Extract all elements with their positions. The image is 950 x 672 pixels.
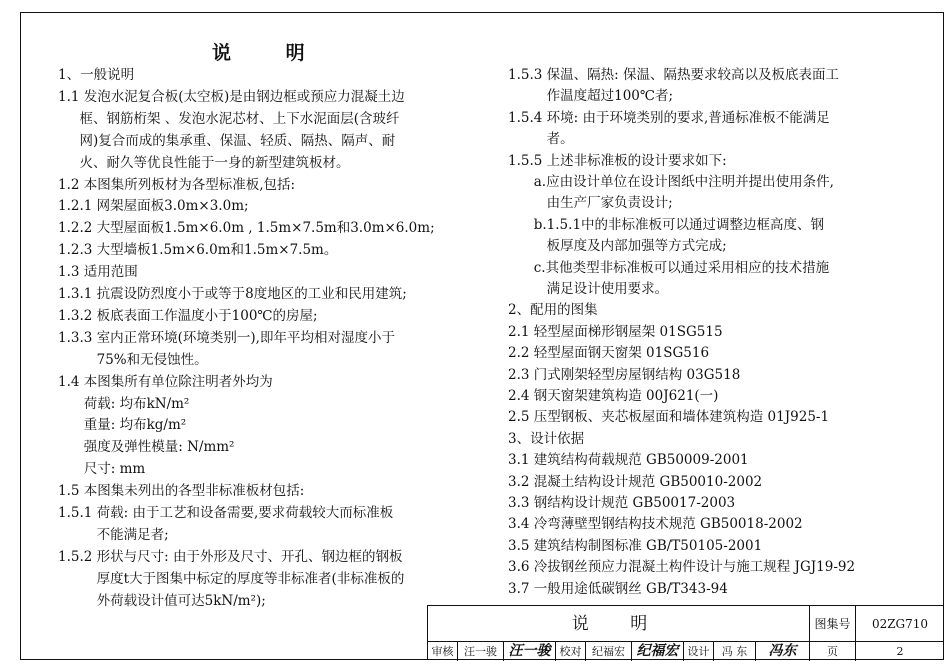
left-column-line: 不能满足者; [58,526,169,543]
right-column-line: 2.3 门式刚架轻型房屋钢结构 03G518 [508,366,741,383]
right-column-line: c.其他类型非标准板可以通过采用相应的技术措施 [508,259,830,276]
right-column-line: 由生产厂家负责设计; [508,195,673,212]
left-column-line: 1.3.1 抗震设防烈度小于或等于8度地区的工业和民用建筑; [58,286,407,302]
page-number: 2 [896,645,904,658]
left-column-line: 火、耐久等优良性能于一身的新型建筑板材。 [58,154,350,171]
check-label: 校对 [556,642,586,661]
design-label: 设计 [684,642,714,661]
left-column-line: 1.1 发泡水泥复合板(太空板)是由钢边框或预应力混凝土边 [58,88,405,105]
checker-signature: 纪福宏 [632,642,684,661]
designer-name: 冯 东 [714,642,756,661]
left-column-line: 1.3 适用范围 [58,264,138,281]
right-column-line: a.应由设计单位在设计图纸中注明并提出使用条件, [508,174,834,190]
review-label: 审核 [428,642,458,661]
left-column-line: 网)复合而成的集承重、保温、轻质、隔热、隔声、耐 [58,132,396,149]
left-column-line: 厚度t大于图集中标定的厚度等非标准者(非标准板的 [58,570,405,587]
left-column-line: 1.5 本图集未列出的各型非标准板材包括: [58,483,305,500]
left-column-line: 外荷载设计值可达5kN/m²); [58,592,266,609]
checker-name: 纪福宏 [586,642,632,661]
left-column-line: 1、一般说明 [58,67,135,83]
right-column-line: 者。 [508,131,574,148]
left-column-line: 1.5.1 荷载: 由于工艺和设备需要,要求荷载较大而标准板 [58,505,394,521]
title-block-title: 说 明 [428,606,810,642]
reviewer-signature: 汪一骏 [504,642,556,661]
right-column-line: 3.5 建筑结构制图标准 GB/T50105-2001 [508,537,763,554]
right-column-line: 2.5 压型钢板、夹芯板屋面和墙体建筑构造 01J925-1 [508,409,830,426]
left-column-line: 1.2.1 网架屋面板3.0m×3.0m; [58,198,249,215]
title-block-top-row [428,606,944,642]
right-column-line: 2.4 钢天窗架建筑构造 00J621(一) [508,388,719,404]
left-column-line: 1.3.3 室内正常环境(环境类别一),即年平均相对湿度小于 [58,329,395,346]
left-column-line: 框、钢筋桁架 、发泡水泥芯材、上下水泥面层(含玻纤 [58,110,400,127]
left-column-line: 1.2.2 大型屋面板1.5m×6.0m , 1.5m×7.5m和3.0m×6.0m; [58,220,435,237]
right-column-line: 1.5.5 上述非标准板的设计要求如下: [508,152,727,169]
right-column-line: 3.6 冷拔钢丝预应力混凝土构件设计与施工规程 JGJ19-92 [508,559,856,576]
left-column-line: 75%和无侵蚀性。 [58,351,208,368]
right-column-line: 1.5.3 保温、隔热: 保温、隔热要求较高以及板底表面工 [508,67,839,83]
right-column-line: 1.5.4 环境: 由于环境类别的要求,普通标准板不能满足 [508,109,830,126]
right-column-line: 3、设计依据 [508,430,585,447]
page-label: 页 [810,642,856,661]
right-column-line: 2.2 轻型屋面钢天窗架 01SG516 [508,345,710,362]
atlas-number: 02ZG710 [871,617,929,631]
right-column-line: 2.1 轻型屋面梯形钢屋架 01SG515 [508,323,723,340]
right-column-line: 3.1 建筑结构荷载规范 GB50009-2001 [508,452,749,469]
right-column-line: 板厚度及内部加强等方式完成; [508,238,727,255]
right-column-line: 3.3 钢结构设计规范 GB50017-2003 [508,495,736,511]
right-column-line: 2、配用的图集 [508,302,598,319]
right-column-line: 3.7 一般用途低碳钢丝 GB/T343-94 [508,580,728,597]
right-column-line: 3.4 冷弯薄壁型钢结构技术规范 GB50018-2002 [508,516,803,533]
left-column-line: 1.5.2 形状与尺寸: 由于外形及尺寸、开孔、钢边框的钢板 [58,548,403,565]
right-column-line: 作温度超过100℃者; [508,88,674,105]
right-column-line: 满足设计使用要求。 [508,281,669,297]
left-column-line: 尺寸: mm [58,461,146,478]
title-block [427,605,944,660]
page-title: 说 明 [212,42,329,64]
designer-signature: 冯东 [756,642,810,661]
reviewer-name: 汪一骏 [458,642,504,661]
left-column-line: 1.3.2 板底表面工作温度小于100℃的房屋; [58,307,318,324]
right-column-line: 3.2 混凝土结构设计规范 GB50010-2002 [508,473,763,490]
left-column-line: 1.4 本图集所有单位除注明者外均为 [58,373,273,390]
left-column-line: 重量: 均布kg/m² [58,417,187,434]
left-column-line: 强度及弹性模量: N/mm² [58,439,235,456]
atlas-number-label: 图集号 [810,606,856,642]
right-column-line: b.1.5.1中的非标准板可以通过调整边框高度、钢 [508,216,825,233]
left-column-line: 1.2.3 大型墙板1.5m×6.0m和1.5m×7.5m。 [58,242,338,259]
left-column-line: 1.2 本图集所列板材为各型标准板,包括: [58,176,296,193]
left-column-line: 荷载: 均布kN/m² [58,395,190,412]
title-block-signature-row [428,642,944,661]
